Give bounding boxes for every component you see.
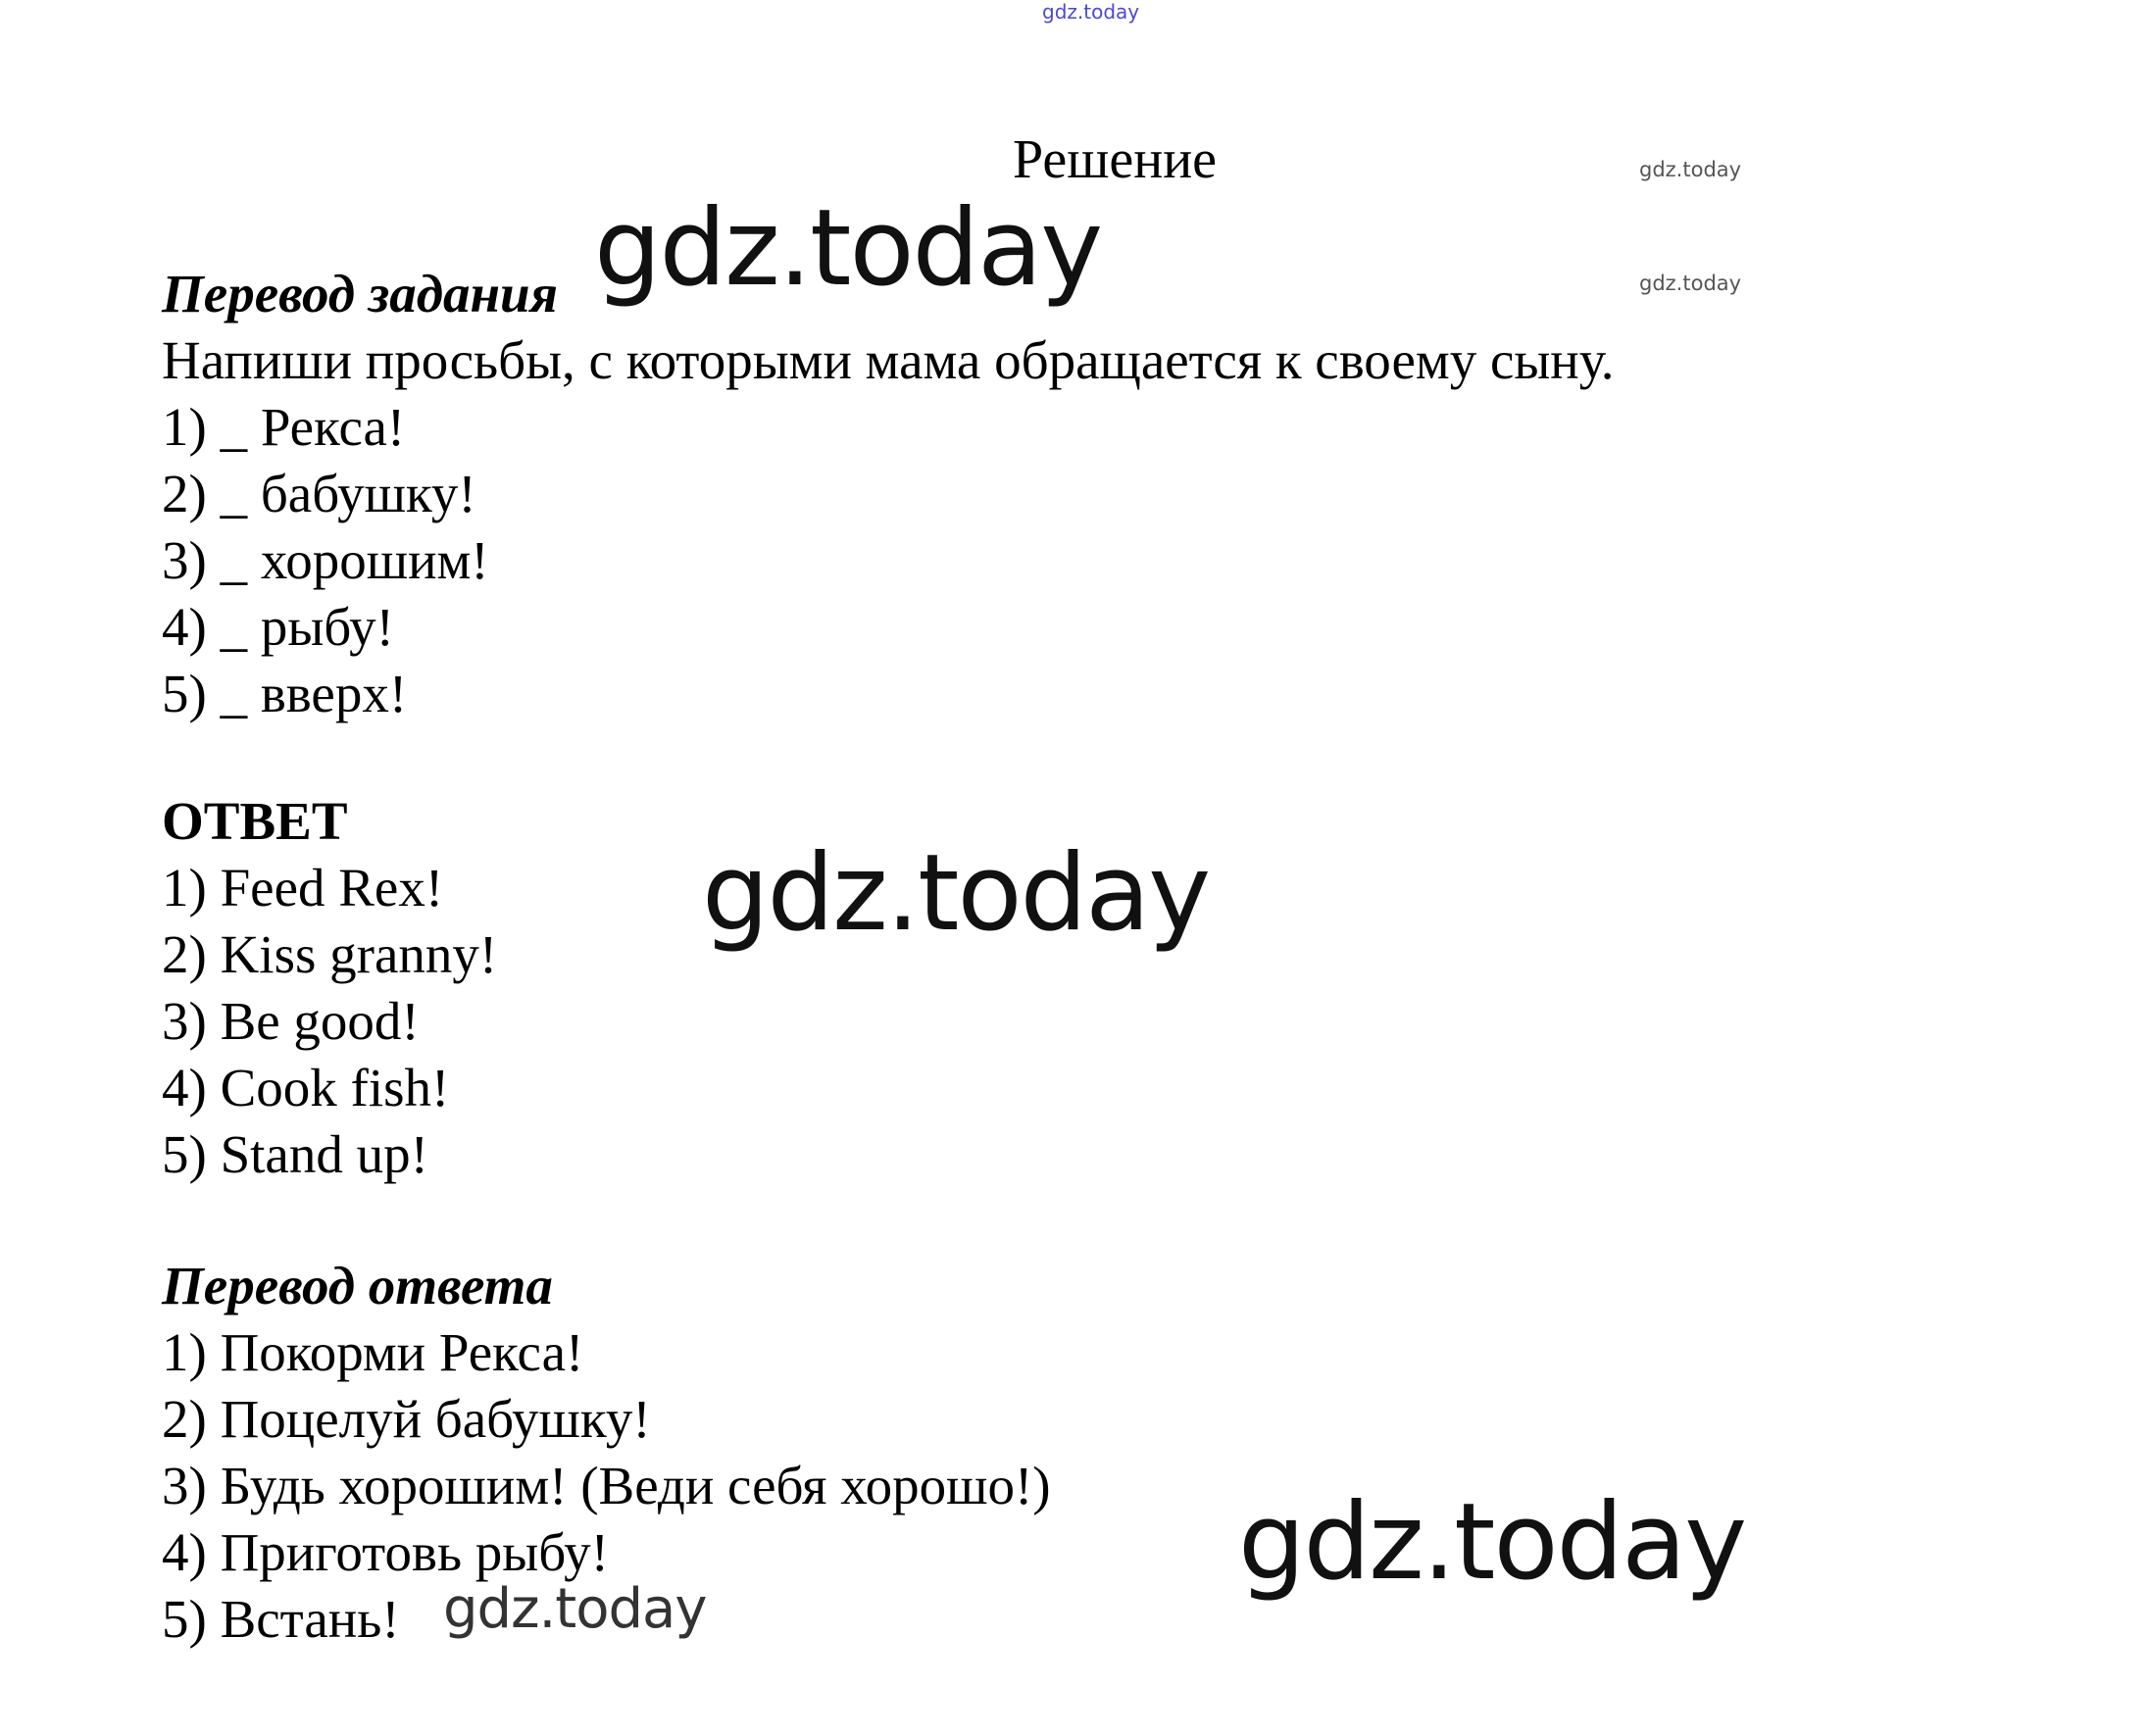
- task-translation-heading: Перевод задания: [162, 264, 558, 323]
- list-item: 4) Cook fish!: [162, 1058, 450, 1117]
- answer-section: [162, 788, 497, 1188]
- list-item: 3) _ хорошим!: [162, 530, 489, 590]
- task-instruction: Напиши просьбы, с которыми мама обращается к своему сыну.: [162, 330, 1615, 390]
- list-item: 1) Покорми Рекса!: [162, 1322, 584, 1382]
- answer-translation-heading: Перевод ответа: [162, 1256, 553, 1315]
- watermark-large-1: gdz.today: [594, 187, 1102, 310]
- list-item: 4) Приготовь рыбу!: [162, 1522, 609, 1582]
- list-item: 3) Будь хорошим! (Веди себя хорошо!): [162, 1456, 1051, 1515]
- watermark-top: gdz.today: [1042, 0, 1140, 24]
- answer-translation-section: [162, 1253, 1051, 1653]
- list-item: 2) Kiss granny!: [162, 924, 498, 984]
- list-item: 2) _ бабушку!: [162, 464, 476, 523]
- page-title: Решение: [1013, 129, 1218, 190]
- watermark-right-2: gdz.today: [1639, 272, 1742, 295]
- list-item: 1) Feed Rex!: [162, 858, 444, 918]
- list-item: 4) _ рыбу!: [162, 597, 394, 657]
- watermark-right-1: gdz.today: [1639, 158, 1742, 181]
- watermark-bottom: gdz.today: [443, 1577, 707, 1641]
- list-item: 5) Stand up!: [162, 1124, 428, 1184]
- list-item: 2) Поцелуй бабушку!: [162, 1389, 651, 1449]
- answer-heading: ОТВЕТ: [162, 791, 348, 851]
- watermark-large-3: gdz.today: [1238, 1481, 1746, 1604]
- list-item: 5) Встань!: [162, 1589, 400, 1649]
- list-item: 1) _ Рекса!: [162, 397, 406, 457]
- list-item: 3) Be good!: [162, 991, 420, 1051]
- watermark-large-2: gdz.today: [702, 832, 1210, 955]
- task-translation-section: [162, 261, 1614, 727]
- list-item: 5) _ вверх!: [162, 664, 408, 723]
